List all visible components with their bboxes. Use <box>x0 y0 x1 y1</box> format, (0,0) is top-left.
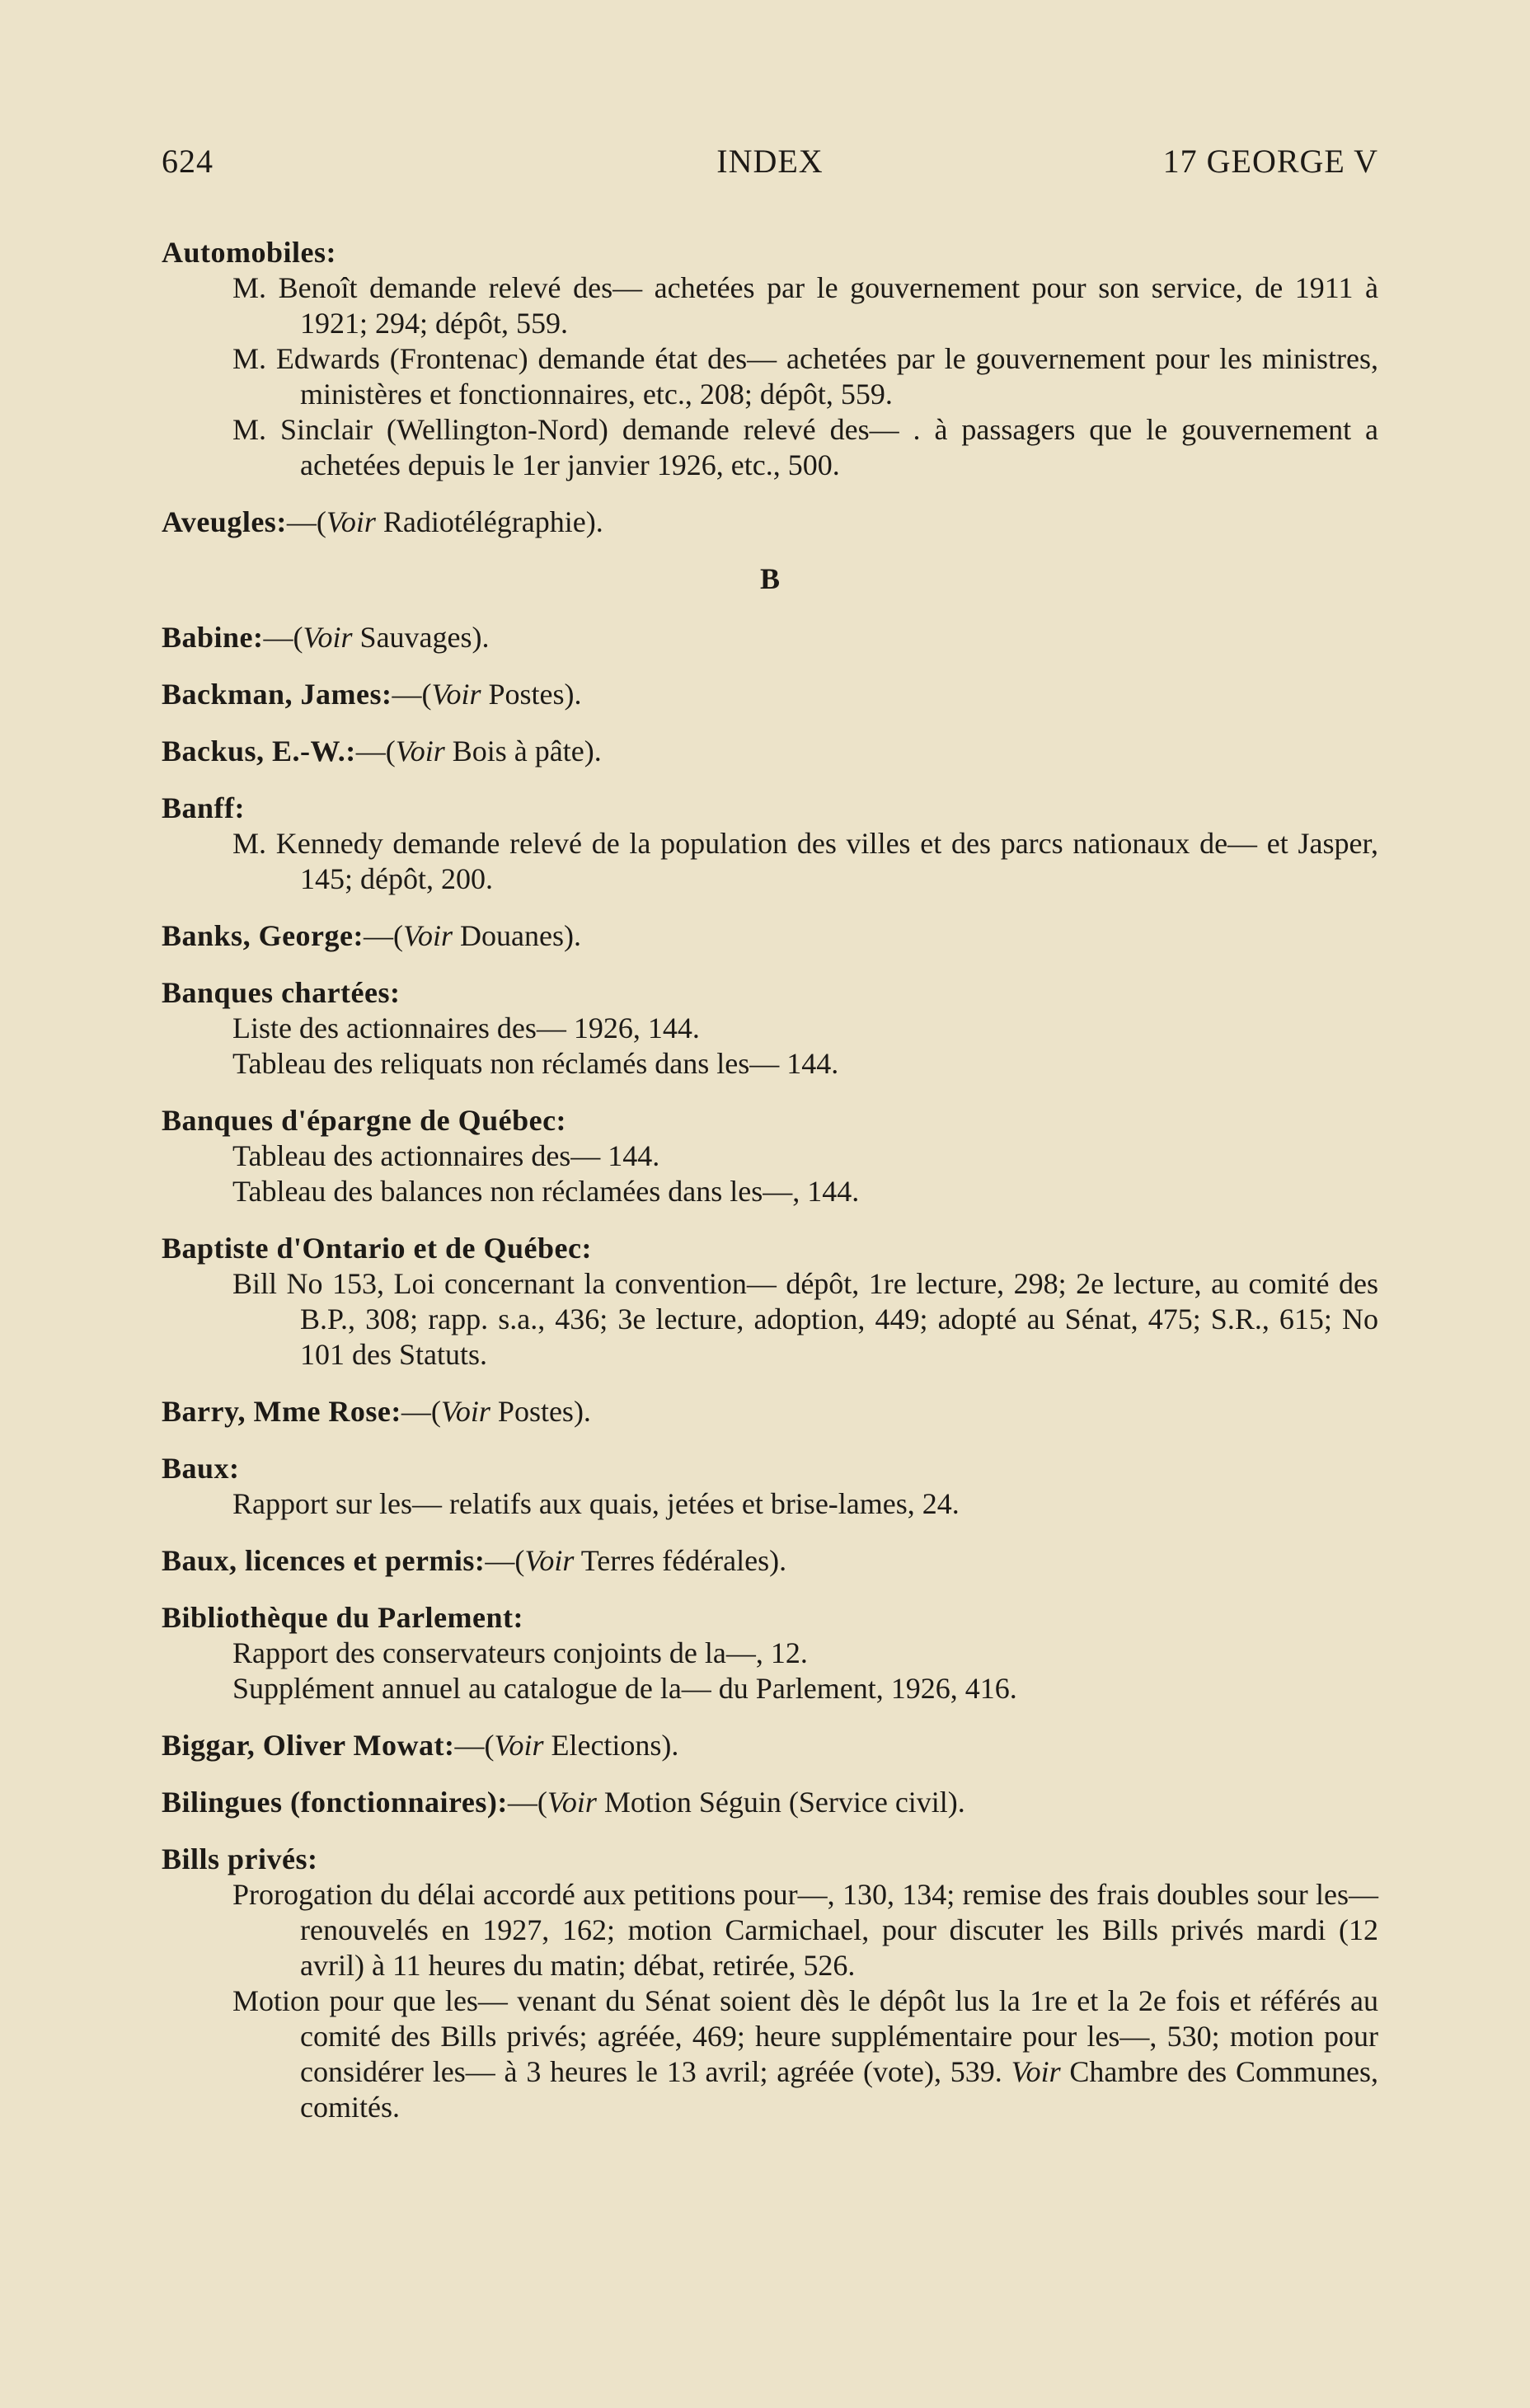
index-entry-bilingues: Bilingues (fonctionnaires):—(Voir Motion Séguin (Service civil). <box>162 1786 965 1819</box>
cross-reference: Bois à pâte). <box>444 735 602 767</box>
entry-heading: Baptiste d'Ontario et de Québec: <box>162 1232 592 1265</box>
entry-heading: Backus, E.-W.: <box>162 735 356 767</box>
index-entry-aveugles: Aveugles:—(Voir Radiotélégraphie). <box>162 505 603 538</box>
voir-label: Voir <box>494 1729 544 1762</box>
entry-subentry: Liste des actionnaires des— 1926, 144. <box>232 1012 700 1044</box>
entry-heading: Banques chartées: <box>162 976 401 1009</box>
entry-subentry: Supplément annuel au catalogue de la— du Parlement, 1926, 416. <box>232 1672 1017 1705</box>
index-entry-biggar: Biggar, Oliver Mowat:—(Voir Elections). <box>162 1729 679 1762</box>
voir-label: Voir <box>547 1786 597 1819</box>
entry-subentry: Bill No 153, Loi concernant la convention— dépôt, 1re lecture, 298; 2e lecture, au comité des B.P., 308; rapp. s.a., 436; 3e lecture, adoption, 449; adopté au Sénat, 475; S.R., 615; No 101 des Statuts. <box>232 1267 1378 1371</box>
index-content <box>162 235 1378 2147</box>
page-header <box>162 142 1378 191</box>
entry-subentry: M. Edwards (Frontenac) demande état des— achetées par le gouvernement pour les ministres, ministères et fonctionnaires, etc., 208; dépôt, 559. <box>232 342 1378 411</box>
entry-subentry: Tableau des actionnaires des— 144. <box>232 1139 660 1172</box>
entry-heading: Banques d'épargne de Québec: <box>162 1104 567 1137</box>
entry-heading: Barry, Mme Rose: <box>162 1395 401 1428</box>
entry-heading: Bilingues (fonctionnaires): <box>162 1786 508 1819</box>
entry-heading: Backman, James: <box>162 678 392 711</box>
entry-subentry: Tableau des reliquats non réclamés dans les— 144. <box>232 1047 839 1080</box>
index-entry-automobiles <box>162 235 1378 483</box>
index-entry-baux <box>162 1451 1378 1522</box>
page-title: INDEX <box>716 143 824 180</box>
cross-reference: Douanes). <box>453 919 581 952</box>
entry-heading: Baux: <box>162 1452 240 1485</box>
index-entry-banques-chartees <box>162 975 1378 1082</box>
entry-heading: Banff: <box>162 791 245 824</box>
cross-reference: Postes). <box>490 1395 591 1428</box>
index-entry-bills-prives <box>162 1842 1378 2125</box>
entry-subentry: M. Kennedy demande relevé de la population des villes et des parcs nationaux de— et Jasper, 145; dépôt, 200. <box>232 827 1378 895</box>
entry-heading: Biggar, Oliver Mowat: <box>162 1729 455 1762</box>
voir-label: Voir <box>303 621 353 654</box>
voir-label: Voir <box>395 735 445 767</box>
cross-reference: Motion Séguin (Service civil). <box>596 1786 965 1819</box>
index-entry-banks: Banks, George:—(Voir Douanes). <box>162 919 581 952</box>
entry-subentry: M. Sinclair (Wellington-Nord) demande relevé des— . à passagers que le gouvernement a achetées depuis le 1er janvier 1926, etc., 500. <box>232 413 1378 481</box>
running-head: 17 GEORGE V <box>1162 143 1378 180</box>
index-entry-barry: Barry, Mme Rose:—(Voir Postes). <box>162 1395 591 1428</box>
index-entry-backus: Backus, E.-W.:—(Voir Bois à pâte). <box>162 735 602 767</box>
entry-heading: Bills privés: <box>162 1842 318 1875</box>
entry-subentry: Prorogation du délai accordé aux petitions pour—, 130, 134; remise des frais doubles sour les— renouvelés en 1927, 162; motion Carmichael, pour discuter les Bills privés mardi (12 avril) à 11 heures du matin; débat, retirée, 526. <box>232 1878 1378 1982</box>
entry-subentry: Rapport des conservateurs conjoints de la—, 12. <box>232 1636 808 1669</box>
cross-reference: Chambre des Communes, comités. <box>300 2055 1378 2124</box>
entry-heading: Automobiles: <box>162 236 336 269</box>
entry-subentry: Tableau des balances non réclamées dans les—, 144. <box>232 1175 860 1208</box>
voir-label: Voir <box>403 919 453 952</box>
voir-label: Voir <box>524 1544 575 1577</box>
entry-heading: Banks, George: <box>162 919 364 952</box>
index-entry-baux-licences: Baux, licences et permis:—(Voir Terres fédérales). <box>162 1544 787 1577</box>
voir-label: Voir <box>326 505 376 538</box>
cross-reference: Radiotélégraphie). <box>375 505 603 538</box>
section-letter: B <box>759 562 780 595</box>
voir-label: Voir <box>1011 2055 1061 2088</box>
index-entry-banff <box>162 791 1378 897</box>
index-entry-babine: Babine:—(Voir Sauvages). <box>162 621 490 654</box>
cross-reference: Terres fédérales). <box>574 1544 787 1577</box>
index-entry-baptiste <box>162 1231 1378 1373</box>
entry-heading: Bibliothèque du Parlement: <box>162 1601 524 1634</box>
voir-label: Voir <box>431 678 481 711</box>
entry-heading: Baux, licences et permis: <box>162 1544 486 1577</box>
cross-reference: Sauvages). <box>352 621 490 654</box>
voir-label: Voir <box>440 1395 490 1428</box>
cross-reference: Elections). <box>543 1729 679 1762</box>
cross-reference: Postes). <box>481 678 582 711</box>
entry-subentry: Rapport sur les— relatifs aux quais, jetées et brise-lames, 24. <box>232 1487 960 1520</box>
entry-heading: Aveugles: <box>162 505 287 538</box>
entry-heading: Babine: <box>162 621 264 654</box>
index-entry-banques-epargne <box>162 1103 1378 1209</box>
index-entry-backman: Backman, James:—(Voir Postes). <box>162 678 582 711</box>
entry-subentry: M. Benoît demande relevé des— achetées par le gouvernement pour son service, de 1911 à 1921; 294; dépôt, 559. <box>232 271 1378 340</box>
index-entry-bibliotheque <box>162 1600 1378 1706</box>
page-number: 624 <box>162 143 214 180</box>
entry-subentry: Motion pour que les— venant du Sénat soient dès le dépôt lus la 1re et la 2e fois et référés au comité des Bills privés; agréée, 469; heure supplémentaire pour les—, 530; motion pour considérer les— à 3 heures le 13 avril; agréée (vote), 539. Voir Chambre des Communes, comités. <box>232 1984 1378 2124</box>
